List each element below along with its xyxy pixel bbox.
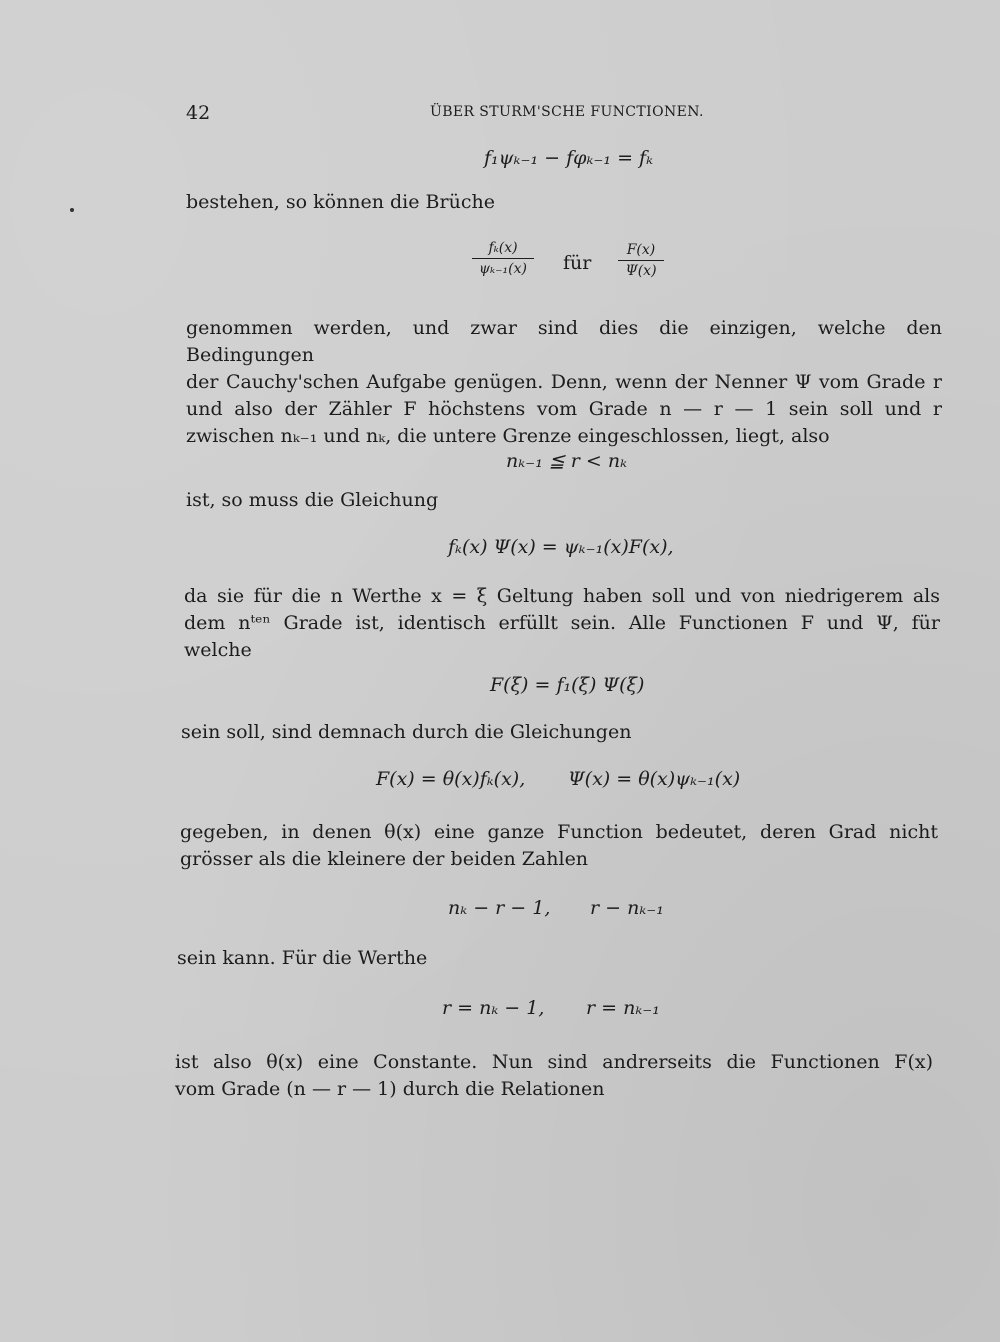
equation-4: fₖ(x) Ψ(x) = ψₖ₋₁(x)F(x), [448, 536, 674, 558]
equation-7b: r − nₖ₋₁ [590, 897, 664, 919]
paragraph-6-line-1: gegeben, in denen θ(x) eine ganze Function bedeutet, deren Grad nicht [180, 821, 938, 843]
fraction-right [618, 242, 664, 279]
equation-8a: r = nₖ − 1, [442, 997, 545, 1019]
paragraph-6-line-2: grösser als die kleinere der beiden Zahlen [180, 848, 589, 870]
equation-1: f₁ψₖ₋₁ − fφₖ₋₁ = fₖ [484, 147, 653, 169]
paragraph-2-line-4: zwischen nₖ₋₁ und nₖ, die untere Grenze eingeschlossen, liegt, also [186, 425, 830, 447]
paragraph-8 [175, 1049, 933, 1103]
paragraph-3: ist, so muss die Gleichung [186, 489, 439, 511]
fraction-right-denominator: Ψ(x) [625, 263, 657, 279]
paragraph-6 [180, 819, 938, 873]
paragraph-4 [184, 583, 940, 664]
equation-8b: r = nₖ₋₁ [586, 997, 660, 1019]
fraction-left-numerator: fₖ(x) [472, 240, 534, 259]
equation-6b: Ψ(x) = θ(x)ψₖ₋₁(x) [568, 768, 741, 790]
equation-7a: nₖ − r − 1, [448, 897, 551, 919]
paragraph-2-line-3: und also der Zähler F höchstens vom Grade n — r — 1 sein soll und r [186, 398, 942, 420]
equation-5: F(ξ) = f₁(ξ) Ψ(ξ) [490, 674, 645, 696]
paragraph-4-line-1: da sie für die n Werthe x = ξ Geltung haben soll und von niedrigerem als [184, 585, 940, 607]
fraction-left-denominator: ψₖ₋₁(x) [479, 261, 527, 277]
paragraph-8-line-1: ist also θ(x) eine Constante. Nun sind andrerseits die Functionen F(x) [175, 1051, 933, 1073]
paragraph-2-line-1: genommen werden, und zwar sind dies die einzigen, welche den Bedingungen [186, 317, 942, 366]
paragraph-5: sein soll, sind demnach durch die Gleichungen [181, 721, 632, 743]
paragraph-7: sein kann. Für die Werthe [177, 947, 428, 969]
page-number: 42 [186, 102, 211, 124]
paragraph-2-line-2: der Cauchy'schen Aufgabe genügen. Denn, wenn der Nenner Ψ vom Grade r [186, 371, 942, 393]
fraction-connector-word: für [563, 252, 592, 274]
paragraph-4-line-3: welche [184, 639, 252, 661]
fraction-left [472, 240, 534, 277]
equation-inequality: nₖ₋₁ ≦ r < nₖ [506, 450, 628, 472]
running-title: ÜBER STURM'SCHE FUNCTIONEN. [430, 104, 704, 120]
paragraph-2 [186, 315, 942, 450]
margin-speck [70, 208, 74, 212]
equation-6a: F(x) = θ(x)fₖ(x), [376, 768, 526, 790]
paragraph-4-line-2: dem nᵗᵉⁿ Grade ist, identisch erfüllt sein. Alle Functionen F und Ψ, für [184, 612, 940, 634]
fraction-right-numerator: F(x) [618, 242, 664, 261]
paragraph-1: bestehen, so können die Brüche [186, 191, 495, 213]
paragraph-8-line-2: vom Grade (n — r — 1) durch die Relationen [175, 1078, 605, 1100]
